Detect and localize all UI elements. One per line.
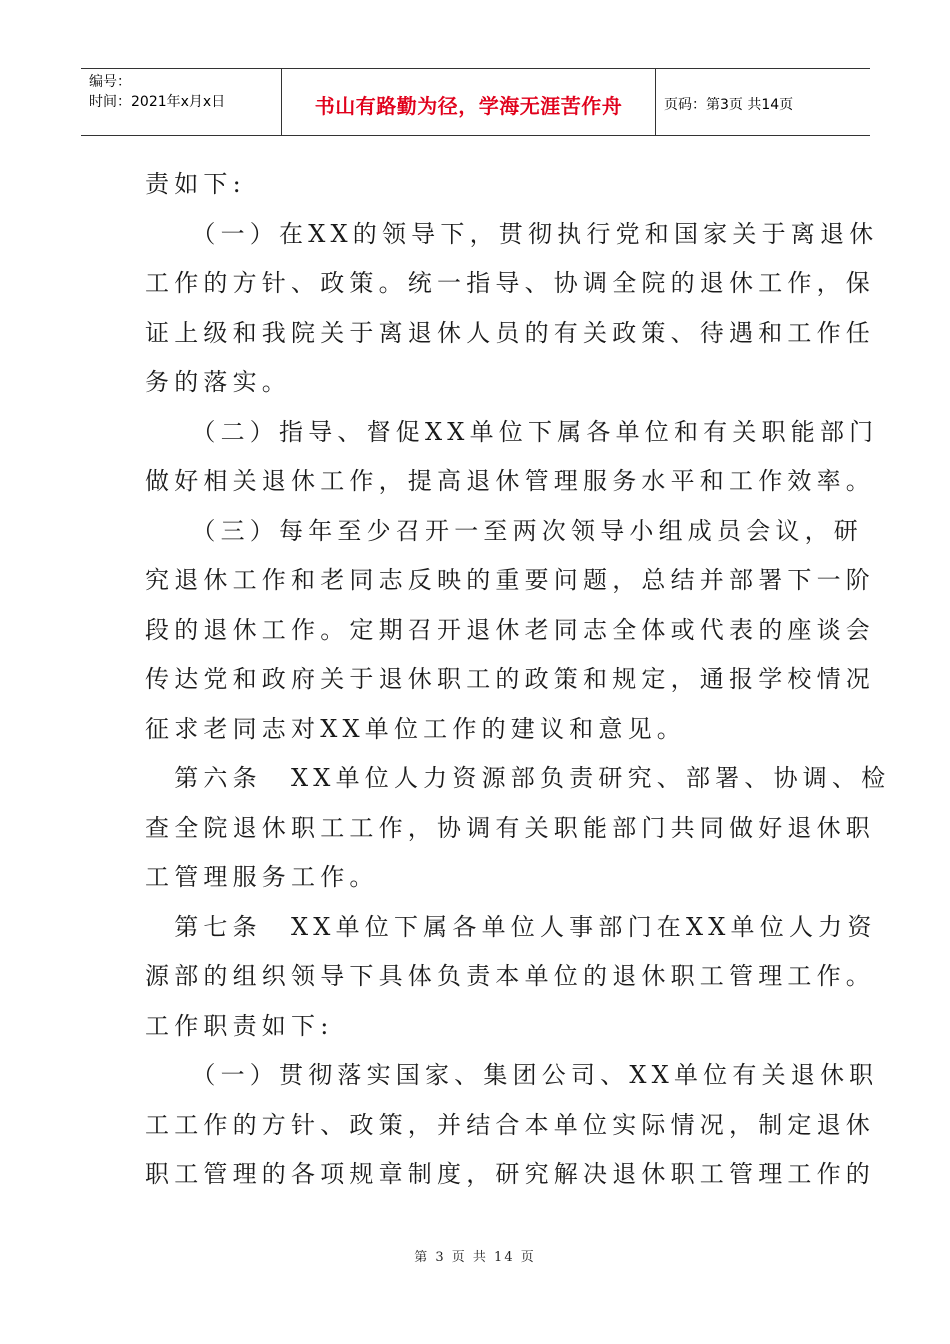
body-line: 工作的方针、政策。统一指导、协调全院的退休工作，保 <box>145 269 875 297</box>
body-line: 务的落实。 <box>145 368 291 396</box>
body-line: 工工作的方针、政策，并结合本单位实际情况，制定退休 <box>145 1110 875 1139</box>
body-line: （三）每年至少召开一至两次领导小组成员会议，研 <box>145 516 863 545</box>
body-line: 证上级和我院关于离退休人员的有关政策、待遇和工作任 <box>145 318 875 347</box>
document-number-label: 编号： <box>89 74 131 90</box>
body-line: 工作职责如下: <box>145 1011 334 1040</box>
body-line: 传达党和政府关于退休职工的政策和规定，通报学校情况 <box>145 665 875 693</box>
body-line: （二）指导、督促XX单位下属各单位和有关职能部门 <box>145 417 879 446</box>
document-time: 时间：2021年x月x日 <box>89 94 226 110</box>
header-meta <box>81 69 281 135</box>
page-header <box>81 68 870 136</box>
body-line: 究退休工作和老同志反映的重要问题，总结并部署下一阶 <box>145 566 875 594</box>
page-footer: 第 3 页 共 14 页 <box>414 1250 536 1265</box>
body-line: （一）贯彻落实国家、集团公司、XX单位有关退休职 <box>145 1061 879 1089</box>
body-line: （一）在XX的领导下，贯彻执行党和国家关于离退休 <box>145 219 879 248</box>
body-line: 责如下: <box>145 170 246 198</box>
body-line: 做好相关退休工作，提高退休管理服务水平和工作效率。 <box>145 467 875 495</box>
document-body <box>145 160 891 1200</box>
body-line: 查全院退休职工工作，协调有关职能部门共同做好退休职 <box>145 813 875 842</box>
body-line: 工管理服务工作。 <box>145 863 379 891</box>
body-line: 职工管理的各项规章制度，研究解决退休职工管理工作的 <box>145 1160 875 1188</box>
header-page-info: 页码：第3页 共14页 <box>664 97 794 113</box>
header-motto: 书山有路勤为径，学海无涯苦作舟 <box>281 69 656 135</box>
body-line: 源部的组织领导下具体负责本单位的退休职工管理工作。 <box>145 962 875 990</box>
body-line: 征求老同志对XX单位工作的建议和意见。 <box>145 714 686 743</box>
body-line: 段的退休工作。定期召开退休老同志全体或代表的座谈会 <box>145 615 875 644</box>
body-line: 第六条 XX单位人力资源部负责研究、部署、协调、检 <box>145 764 891 792</box>
body-line: 第七条 XX单位下属各单位人事部门在XX单位人力资 <box>145 912 877 941</box>
